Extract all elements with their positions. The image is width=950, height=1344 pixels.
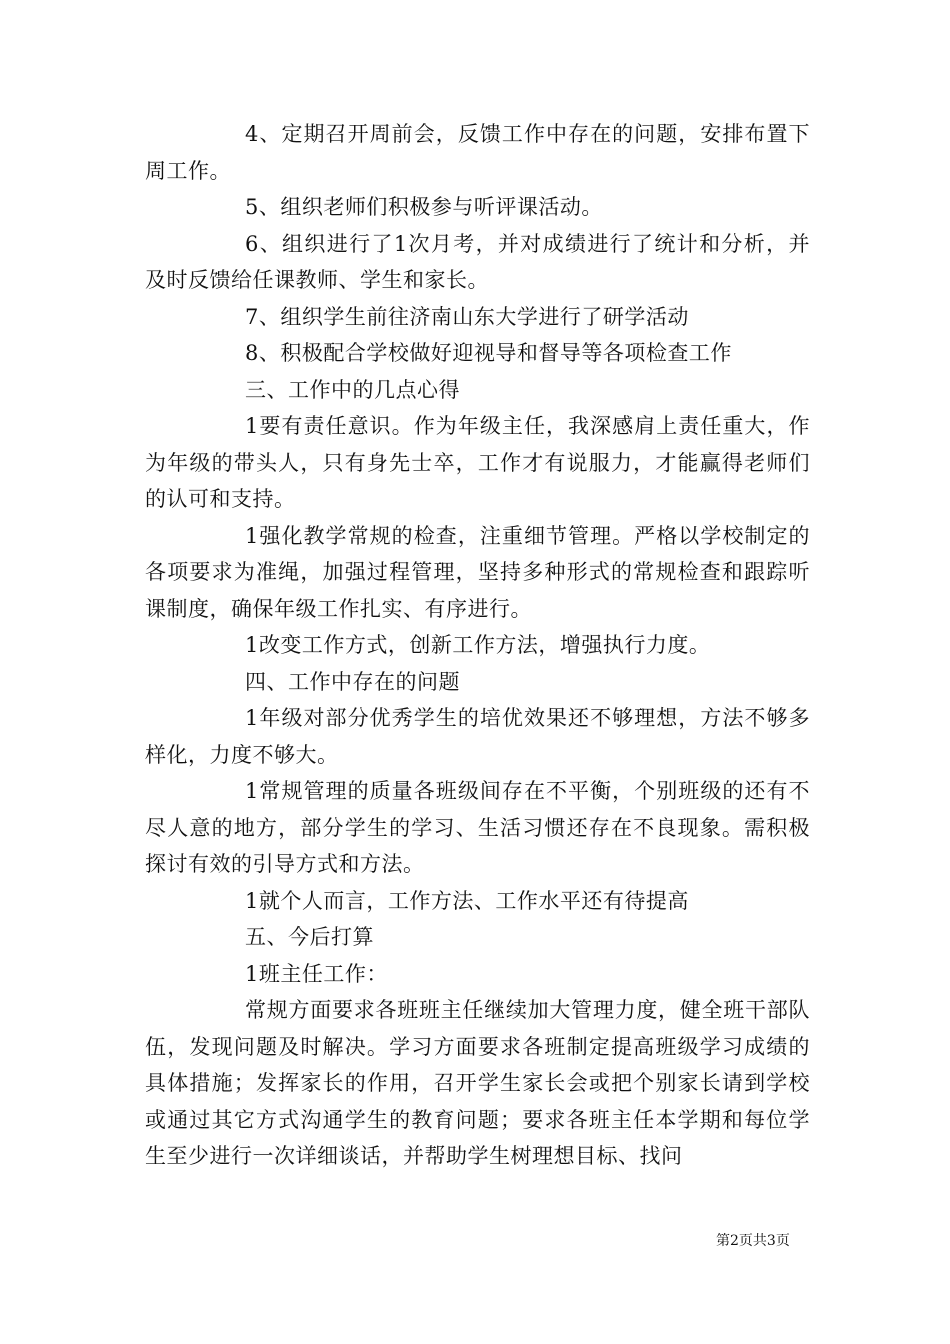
problem-personal: 1就个人而言，工作方法、工作水平还有待提高 <box>245 888 689 913</box>
insight-work-method: 1改变工作方式，创新工作方法，增强执行力度。 <box>245 633 711 657</box>
problem-routine-management: 1常规管理的质量各班级间存在不平衡，个别班级的还有不尽人意的地方，部分学生的学习、生活习惯还存在不良现象。需积极探讨有效的引导方式和方法。 <box>145 779 810 876</box>
problem-top-students: 1年级对部分优秀学生的培优效果还不够理想，方法不够多样化，力度不够大。 <box>145 706 810 767</box>
paragraph-item-8: 8、积极配合学校做好迎视导和督导等各项检查工作 <box>245 341 732 365</box>
insight-responsibility: 1要有责任意识。作为年级主任，我深感肩上责任重大，作为年级的带头人，只有身先士卒，工作才有说服力，才能赢得老师们的认可和支持。 <box>145 414 810 511</box>
plan-heading-class-teacher: 1班主任工作： <box>245 961 388 986</box>
page-number-footer: 第2页共3页 <box>716 1233 790 1249</box>
section-heading-4: 四、工作中存在的问题 <box>245 669 460 694</box>
plan-class-teacher-detail: 常规方面要求各班班主任继续加大管理力度，健全班干部队伍，发现问题及时解决。学习方面要求各班制定提高班级学习成绩的具体措施；发挥家长的作用，召开学生家长会或把个别家长请到学校或通过其它方式沟通学生的教育问题；要求各班主任本学期和每位学生至少进行一次详细谈话，并帮助学生树理想目标、找问 <box>145 998 810 1168</box>
insight-routine-check: 1强化教学常规的检查，注重细节管理。严格以学校制定的各项要求为准绳，加强过程管理，坚持多种形式的常规检查和跟踪听课制度，确保年级工作扎实、有序进行。 <box>145 523 810 621</box>
paragraph-item-6: 6、组织进行了1次月考，并对成绩进行了统计和分析，并及时反馈给任课教师、学生和家长。 <box>145 231 810 292</box>
paragraph-item-7: 7、组织学生前往济南山东大学进行了研学活动 <box>245 304 689 329</box>
paragraph-item-5: 5、组织老师们积极参与听评课活动。 <box>245 195 603 219</box>
section-heading-5: 五、今后打算 <box>245 925 374 949</box>
section-heading-3: 三、工作中的几点心得 <box>245 377 460 402</box>
paragraph-item-4: 4、定期召开周前会，反馈工作中存在的问题，安排布置下周工作。 <box>145 122 810 183</box>
document-body <box>145 116 810 1175</box>
